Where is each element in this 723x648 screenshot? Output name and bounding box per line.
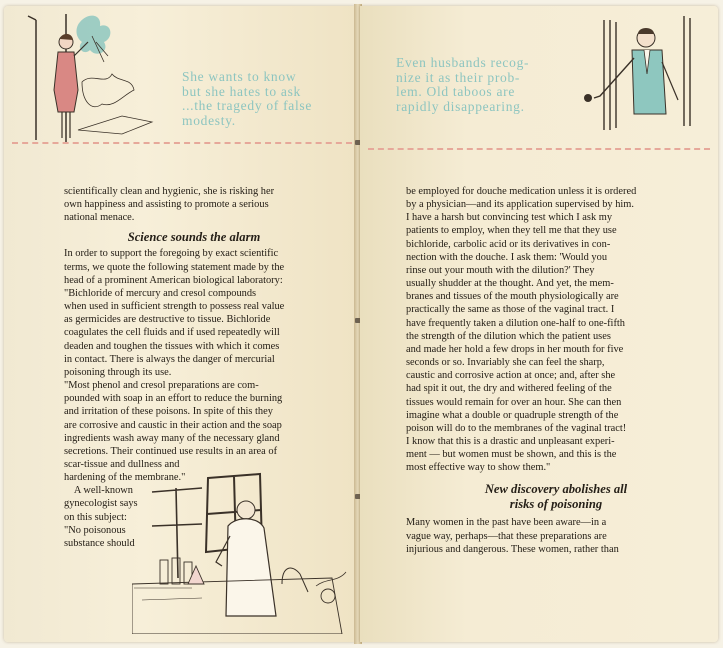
right-page xyxy=(360,6,718,642)
man-opening-door-illustration xyxy=(574,14,706,132)
intro-paragraph: scientifically clean and hygienic, she is risking her own happiness and assisting to promote a serious national menace. xyxy=(64,186,275,224)
paragraph-phenol-quote: "Most phenol and cresol preparations are com- pounded with soap in an effort to reduce the burning and irritation of these poisons. In spite of this they are corrosive and caustic in their action and the soap ingredients wash away many of the necessary gland secretions. Their continued use results in an area of scar-tissue and dullness and hardening of the membrane." xyxy=(64,380,283,484)
paragraph-physician: be employed for douche medication unless it is ordered by a physician—and its application supervised by him. I have a harsh but convincing test which I ask my patients to employ, when they tell me that they use bichloride, carbolic acid or its derivatives in con- nection with the douche. I ask them: 'Would you rinse out your mouth with the dilution?' They usually shudder at the thought. And yet, the mem- branes and tissues of the mouth physiologically are practically the same as those of the vaginal tract. I have frequently taken a dilution one-half to one-fifth the strength of the dilution which the patient uses and made her hold a few drops in her mouth for five seconds or so. Invariably she can feel the sharp, caustic and corrosive action at once; and, after she had spit it out, the dry and withered feeling of the tissues would remain for over an hour. She can then imagine what a double or quadruple strength of the poison will do to the membranes of the vaginal tract! I know that this is a drastic and unpleasant experi- ment — but women must be shown, and this is the most effective way to show them." xyxy=(406,186,637,474)
laboratory-scientist-illustration xyxy=(132,466,352,634)
paragraph-bichloride-quote: "Bichloride of mercury and cresol compounds when used in sufficient strength to possess real value as germicides are destructive to tissue. Bichloride coagulates the cell fluids and if used repeatedly will deaden and toughen the tissues with which it comes in contact. There is always the danger of mercurial poisoning through its use. xyxy=(64,287,285,378)
left-page xyxy=(4,6,356,642)
left-caption: She wants to know but she hates to ask ...the tragedy of false modesty. xyxy=(182,69,313,128)
paragraph-foregoing: In order to support the foregoing by exact scientific terms, we quote the following statement made by the head of a prominent American biological laboratory: xyxy=(64,248,285,286)
paragraph-gynecologist: A well-known gynecologist says on this subject: "No poisonous substance should xyxy=(64,485,138,549)
divider-left xyxy=(12,142,352,144)
right-text-column xyxy=(406,185,706,556)
right-caption: Even husbands recog- nize it as their prob- lem. Old taboos are rapidly disappearing. xyxy=(396,55,530,114)
paragraph-many-women: Many women in the past have been aware—in a vague way, perhaps—that these preparations are injurious and dangerous. These women, rather than xyxy=(406,517,619,555)
woman-at-window-illustration xyxy=(22,12,162,144)
divider-right xyxy=(368,148,710,150)
section-heading-discovery: New discovery abolishes all risks of poisoning xyxy=(484,482,628,512)
section-heading-science: Science sounds the alarm xyxy=(127,230,261,245)
